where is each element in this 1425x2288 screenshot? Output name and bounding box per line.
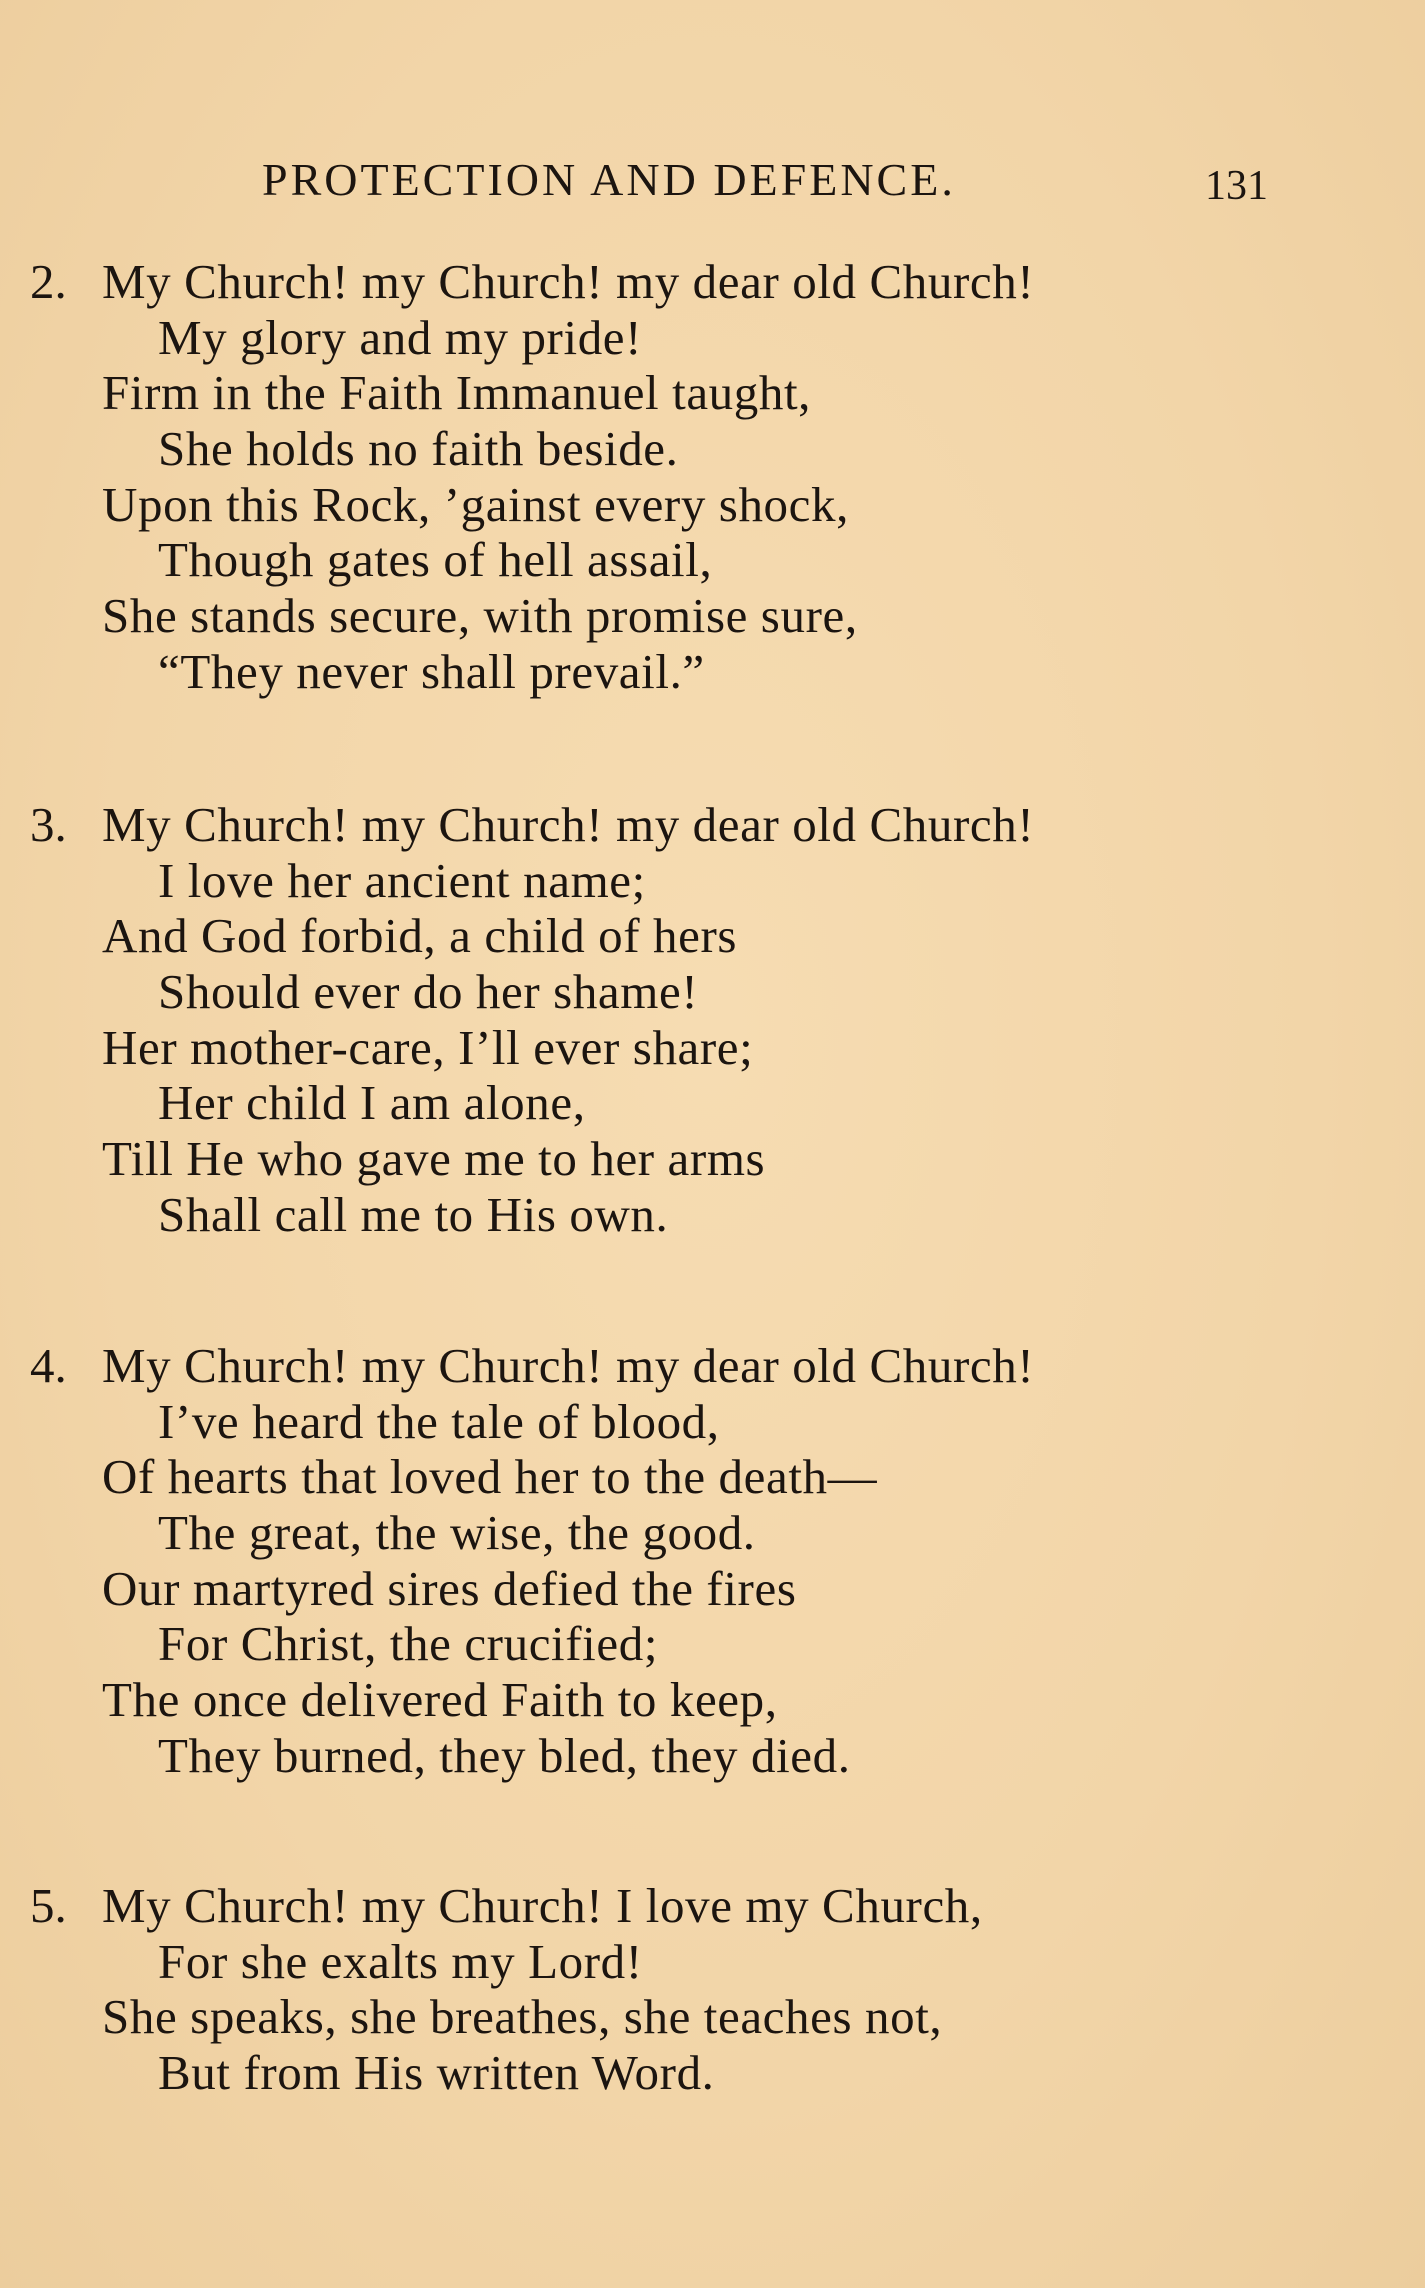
verse-number: 4.: [30, 1338, 67, 1393]
verse-line: My glory and my pride!: [158, 309, 643, 365]
stanza-lines: [102, 1878, 1402, 2101]
verse-line: For she exalts my Lord!: [158, 1933, 643, 1989]
stanza-lines: [102, 797, 1402, 1243]
verse-line: Firm in the Faith Immanuel taught,: [102, 365, 812, 421]
verse-line: I love her ancient name;: [158, 852, 646, 908]
verse-line: My Church! my Church! I love my Church,: [102, 1878, 983, 1933]
verse-line: She stands secure, with promise sure,: [102, 588, 858, 644]
verse-line: Shall call me to His own.: [158, 1186, 669, 1242]
verse-line: Of hearts that loved her to the death—: [102, 1449, 878, 1505]
verse-line: “They never shall prevail.”: [158, 643, 705, 699]
verse-line: Till He who gave me to her arms: [102, 1131, 766, 1187]
stanza-lines: [102, 254, 1402, 700]
verse-line: But from His written Word.: [158, 2045, 715, 2101]
stanza-lines: [102, 1338, 1402, 1784]
verse-line: My Church! my Church! my dear old Church!: [102, 1338, 1035, 1393]
page-number: 131: [1205, 163, 1268, 209]
verse-number: 2.: [30, 254, 67, 309]
verse-line: They burned, they bled, they died.: [158, 1727, 851, 1783]
page-header: [0, 150, 1425, 210]
verse-line: She speaks, she breathes, she teaches not,: [102, 1989, 943, 2045]
verse-line: She holds no faith beside.: [158, 421, 679, 477]
verse-line: Though gates of hell assail,: [158, 532, 713, 588]
verse-number: 5.: [30, 1878, 67, 1933]
verse-line: The once delivered Faith to keep,: [102, 1672, 778, 1728]
verse-line: My Church! my Church! my dear old Church!: [102, 254, 1035, 309]
verse-line: Should ever do her shame!: [158, 964, 699, 1020]
verse-number: 3.: [30, 797, 67, 852]
verse-line: Her mother-care, I’ll ever share;: [102, 1019, 754, 1075]
verse-line: Our martyred sires defied the fires: [102, 1560, 797, 1616]
verse-line: My Church! my Church! my dear old Church!: [102, 797, 1035, 852]
verse-line: For Christ, the crucified;: [158, 1616, 659, 1672]
verse-line: And God forbid, a child of hers: [102, 908, 738, 964]
verse-line: Her child I am alone,: [158, 1075, 586, 1131]
verse-line: The great, the wise, the good.: [158, 1505, 756, 1561]
running-title: PROTECTION AND DEFENCE.: [262, 154, 956, 205]
verse-line: I’ve heard the tale of blood,: [158, 1393, 720, 1449]
verse-line: Upon this Rock, ’gainst every shock,: [102, 476, 849, 532]
